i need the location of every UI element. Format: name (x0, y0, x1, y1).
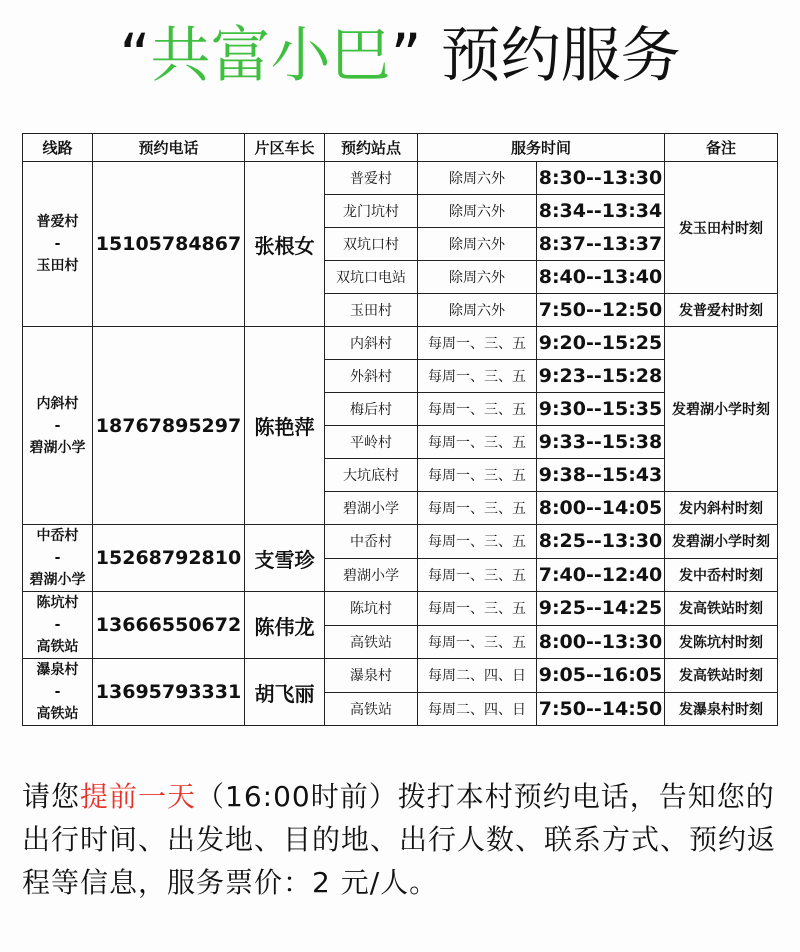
header-leader: 片区车长 (245, 134, 325, 162)
service-days: 每周一、三、五 (418, 327, 537, 360)
station-name: 瀑泉村 (325, 659, 418, 693)
service-days: 除周六外 (418, 162, 537, 195)
header-phone: 预约电话 (93, 134, 245, 162)
route-name-dash: - (54, 617, 61, 633)
area-leader: 支雪珍 (245, 525, 325, 592)
service-time: 7:50--14:50 (537, 692, 665, 726)
station-name: 龙门坑村 (325, 195, 418, 228)
header-station: 预约站点 (325, 134, 418, 162)
footer-note (22, 775, 782, 904)
route-name-name-top: 瀑泉村 (36, 662, 79, 678)
note-cell: 发陈坑村时刻 (665, 625, 778, 659)
route-name-name-top: 内斜村 (36, 395, 79, 412)
title-highlight: 共富小巴 (150, 21, 391, 91)
station-name: 高铁站 (325, 692, 418, 726)
route-name-dash: - (54, 684, 61, 700)
service-time: 8:00--13:30 (537, 625, 665, 659)
route-name-dash: - (54, 236, 61, 252)
area-leader: 张根女 (245, 162, 325, 327)
station-name: 内斜村 (325, 327, 418, 360)
phone-number: 13666550672 (93, 592, 245, 659)
service-time: 9:30--15:35 (537, 393, 665, 426)
station-name: 高铁站 (325, 625, 418, 659)
service-days: 每周二、四、日 (418, 692, 537, 726)
note-cell: 发普爱村时刻 (665, 294, 778, 327)
service-days: 每周一、三、五 (418, 393, 537, 426)
service-days: 除周六外 (418, 294, 537, 327)
service-days: 每周二、四、日 (418, 659, 537, 693)
station-name: 中岙村 (325, 525, 418, 559)
service-time: 9:20--15:25 (537, 327, 665, 360)
table-row (23, 525, 778, 559)
service-time: 9:33--15:38 (537, 426, 665, 459)
footer-after: （16:00时前）拨打本村预约电话，告知您的出行时间、出发地、目的地、出行人数、联系方式、预约返程等信息，服务票价：2 元/人。 (22, 780, 777, 899)
note-cell: 发高铁站时刻 (665, 659, 778, 693)
route-name-name-top: 普爱村 (36, 214, 79, 230)
route-name-name-bottom: 玉田村 (36, 258, 79, 274)
station-name: 双坑口村 (325, 228, 418, 261)
note-cell: 发碧湖小学时刻 (665, 525, 778, 559)
service-days: 除周六外 (418, 228, 537, 261)
note-cell: 发高铁站时刻 (665, 592, 778, 626)
table-row (23, 592, 778, 626)
table-row (23, 162, 778, 195)
route-name-name-bottom: 高铁站 (36, 706, 79, 722)
service-time: 8:34--13:34 (537, 195, 665, 228)
area-leader: 陈伟龙 (245, 592, 325, 659)
footer-highlight: 提前一天 (80, 780, 197, 813)
station-name: 普爱村 (325, 162, 418, 195)
service-time: 9:23--15:28 (537, 360, 665, 393)
note-cell: 发瀑泉村时刻 (665, 692, 778, 726)
service-time: 8:40--13:40 (537, 261, 665, 294)
phone-number: 13695793331 (93, 659, 245, 726)
schedule-body (23, 162, 778, 726)
service-days: 每周一、三、五 (418, 360, 537, 393)
service-days: 每周一、三、五 (418, 525, 537, 559)
service-time: 7:50--12:50 (537, 294, 665, 327)
title-rest: 预约服务 (440, 21, 681, 91)
header-route: 线路 (23, 134, 93, 162)
station-name: 平岭村 (325, 426, 418, 459)
service-days: 除周六外 (418, 195, 537, 228)
route-name-name-bottom: 高铁站 (36, 639, 79, 655)
route-name-cell (23, 327, 93, 525)
route-name-name-bottom: 碧湖小学 (29, 439, 86, 456)
service-time: 8:30--13:30 (537, 162, 665, 195)
phone-number: 18767895297 (93, 327, 245, 525)
station-name: 陈坑村 (325, 592, 418, 626)
table-row (23, 659, 778, 693)
area-leader: 陈艳萍 (245, 327, 325, 525)
service-time: 8:37--13:37 (537, 228, 665, 261)
route-name-dash: - (54, 417, 61, 434)
route-name-dash: - (54, 550, 61, 566)
service-days: 每周一、三、五 (418, 592, 537, 626)
service-days: 每周一、三、五 (418, 625, 537, 659)
service-days: 每周一、三、五 (418, 558, 537, 592)
route-name-name-top: 陈坑村 (36, 595, 79, 611)
note-cell: 发碧湖小学时刻 (665, 327, 778, 492)
table-header-row (23, 134, 778, 162)
station-name: 大坑底村 (325, 459, 418, 492)
route-name-cell (23, 525, 93, 592)
station-name: 玉田村 (325, 294, 418, 327)
title-quote-open: “ (119, 21, 151, 91)
station-name: 碧湖小学 (325, 558, 418, 592)
area-leader: 胡飞丽 (245, 659, 325, 726)
note-cell: 发玉田村时刻 (665, 162, 778, 294)
route-name-cell (23, 592, 93, 659)
footer-before: 请您 (22, 780, 81, 813)
station-name: 梅后村 (325, 393, 418, 426)
service-time: 9:25--14:25 (537, 592, 665, 626)
station-name: 双坑口电站 (325, 261, 418, 294)
title-quote-close: ” (390, 21, 422, 91)
phone-number: 15268792810 (93, 525, 245, 592)
header-service-time: 服务时间 (418, 134, 665, 162)
note-cell: 发中岙村时刻 (665, 558, 778, 592)
service-time: 9:38--15:43 (537, 459, 665, 492)
service-days: 每周一、三、五 (418, 492, 537, 525)
route-name-name-top: 中岙村 (36, 528, 79, 544)
header-notes: 备注 (665, 134, 778, 162)
service-time: 9:05--16:05 (537, 659, 665, 693)
phone-number: 15105784867 (93, 162, 245, 327)
station-name: 碧湖小学 (325, 492, 418, 525)
note-cell: 发内斜村时刻 (665, 492, 778, 525)
page-title (0, 14, 800, 98)
route-name-cell (23, 659, 93, 726)
route-name-name-bottom: 碧湖小学 (29, 572, 86, 588)
service-time: 8:00--14:05 (537, 492, 665, 525)
route-name-cell (23, 162, 93, 327)
service-time: 7:40--12:40 (537, 558, 665, 592)
service-days: 每周一、三、五 (418, 426, 537, 459)
service-days: 每周一、三、五 (418, 459, 537, 492)
service-time: 8:25--13:30 (537, 525, 665, 559)
table-row (23, 327, 778, 360)
station-name: 外斜村 (325, 360, 418, 393)
schedule-table (22, 133, 778, 726)
service-days: 除周六外 (418, 261, 537, 294)
